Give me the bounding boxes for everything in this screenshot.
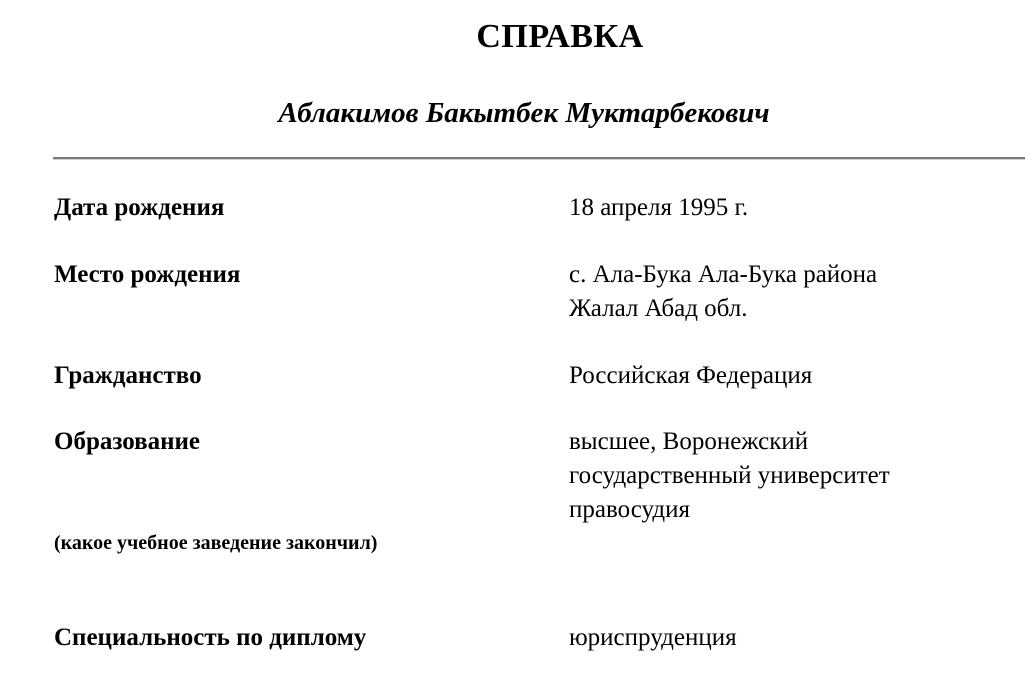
education-line: государственный университет: [569, 462, 890, 489]
specialty-value: юриспруденция: [569, 624, 737, 651]
birth-place-label: Место рождения: [54, 261, 241, 288]
person-name: Аблакимов Бакытбек Муктарбекович: [278, 97, 770, 129]
education-note: (какое учебное заведение закончил): [54, 532, 378, 554]
citizenship-label: Гражданство: [54, 362, 202, 389]
education-line: высшее, Воронежский: [569, 428, 809, 455]
birth-place-line: Жалал Абад обл.: [569, 295, 748, 322]
header-divider: [53, 157, 1025, 160]
education-line: правосудия: [569, 496, 691, 523]
document-title: СПРАВКА: [476, 18, 644, 55]
specialty-label: Специальность по диплому: [54, 624, 367, 651]
birth-date-label: Дата рождения: [54, 194, 225, 221]
birth-place-value: [569, 258, 877, 326]
education-label: Образование: [54, 428, 201, 455]
citizenship-value: Российская Федерация: [569, 362, 813, 389]
birth-place-line: с. Ала-Бука Ала-Бука района: [569, 261, 878, 288]
birth-date-value: 18 апреля 1995 г.: [569, 194, 749, 221]
education-value: [569, 425, 890, 527]
